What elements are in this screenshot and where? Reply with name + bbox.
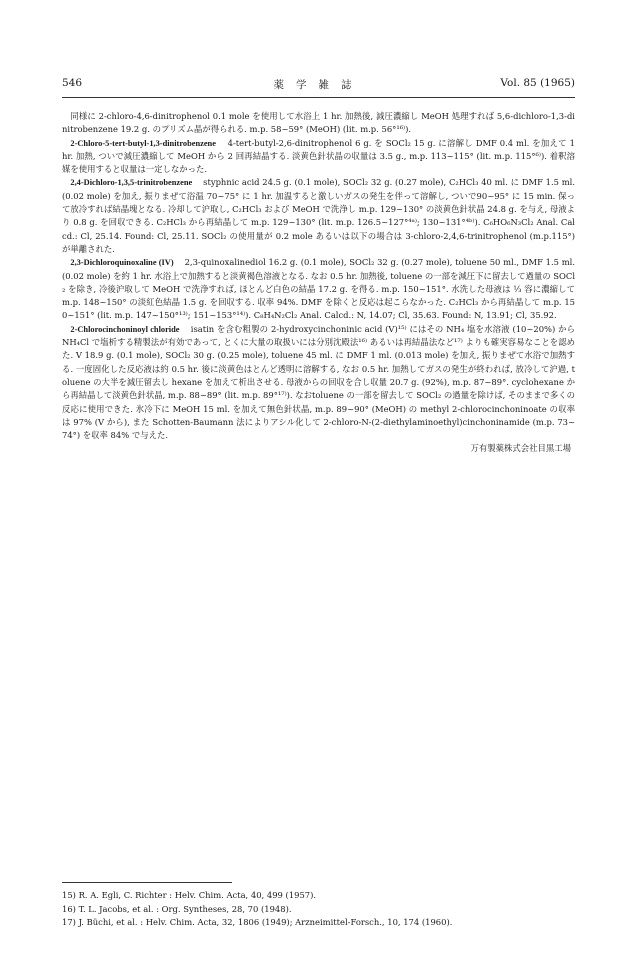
running-header [62,77,575,91]
page-number: 546 [62,77,83,89]
footnotes [62,889,575,930]
paragraph [62,256,575,322]
affiliation: 万有製薬株式会社目黒工場 [470,443,571,454]
compound-heading: 2-Chlorocinchoninoyl chloride [70,324,180,334]
paragraph [62,110,575,137]
compound-heading: 2,4-Dichloro-1,3,5-trinitrobenzene [70,178,193,188]
compound-heading: 2-Chloro-5-tert-butyl-1,3-dinitrobenzene [70,138,216,148]
journal-title: 薬学雑誌 [273,79,364,91]
header-rule [62,97,575,98]
paragraph [62,137,575,177]
footnote: 17) J. Büchi, et al. : Helv. Chim. Acta, 32, 1806 (1949); Arzneimittel-Forsch., 10, 174 (1960). [62,917,453,927]
paragraph [62,323,575,443]
paragraph-text: 4-tert-butyl-2,6-dinitrophenol 6 g. を SOCl₂ 15 g. に溶解し DMF 0.4 ml. を加えて 1 hr. 加熱, ついで減圧濃縮して MeOH から 2 回再結晶する. 淡黄色針状晶の収量は 3.5 g., m.p. 113~115° (lit. m.p. 115°⁶⁾). 着釈溶媒を使用すると収量は一定しなかった. [62,137,576,175]
footnote: 16) T. L. Jacobs, et al. : Org. Syntheses, 28, 70 (1948). [62,903,292,914]
footnote-rule [62,882,232,883]
paragraph [62,176,575,256]
article-body [62,110,575,456]
paragraph-text: isatin を含む粗製の 2-hydroxycinchoninic acid (V)¹⁵⁾ にはその NH₄ 塩を水溶液 (10~20%) から NH₄Cl で塩析する精製法が有効であって, とくに大量の取扱いには分別沈殿法¹⁶⁾ あるいは再結晶法など¹⁷⁾ よりも確実容易なことを認めた. V 18.9 g. (0.1 mole), SOCl₂ 30 g. (0.25 mole), toluene 45 ml. に DMF 1 ml. (0.013 mole) を加え, 振りまぜて水浴で加熱する. 一度固化した反応液は約 0.5 hr. 後に淡黄色はとんど透明に溶解する, なお 0.5 hr. 加熱してガスの発生が終われば, 放冷して沪過, toluene の大半を減圧留去し hexane を加えて析出させる. 母液からの回収を合し収量 20.7 g. (92%), m.p. 87~89°. cyclohexane から再結晶して淡黄色針状晶, m.p. 88~89° (lit. m.p. 89°¹⁷⁾). なおtoluene の一部を留去して SOCl₂ の過量を除けば, そのままで多くの反応に使用できた. 氷冷下に MeOH 15 ml. を加えて無色針状晶, m.p. 89~90° (MeOH) の methyl 2-chlorocinchoninoate の収率は 97% (V から), また Schotten-Baumann 法によりアシル化して 2-chloro-N-(2-diethylaminoethyl)cinchoninamide (m.p. 73~74°) を収率 84% で与えた. [62,323,575,441]
footnote: 15) R. A. Egli, C. Richter : Helv. Chim. Acta, 40, 499 (1957). [62,890,317,900]
paragraph-text: styphnic acid 24.5 g. (0.1 mole), SOCl₂ 32 g. (0.27 mole), C₂HCl₃ 40 ml. に DMF 1.5 ml. (0.02 mole) を加え, 振りまぜて浴温 70~75° に 1 hr. 加温すると激しいガスの発生を伴って溶解し, ついで90~95° に 15 min. 保って放冷すれば結晶塊となる. 冷却して沪取し, C₂HCl₃ および MeOH で洗浄し m.p. 129~130° の淡黄色針状晶 24.8 g. を与え, 母液より 0.8 g. を回収できる. C₂HCl₃ から再結晶して m.p. 129~130° (lit. m.p. 126.5~127°⁴ᵃ⁾; 130~131°⁴ᵇ⁾). C₆HO₆N₃Cl₂ Anal. Calcd.: Cl, 25.14. Found: Cl, 25.11. SOCl₂ の使用量が 0.2 mole あるいは以下の場合は 3-chloro-2,4,6-trinitrophenol (m.p.115°) が単離された. [62,177,575,254]
compound-heading: 2,3-Dichloroquinoxaline (IV) [70,258,174,268]
paragraph-text: 同様に 2-chloro-4,6-dinitrophenol 0.1 mole を使用して水浴上 1 hr. 加熱後, 減圧濃縮し MeOH 処理すれば 5,6-dichloro-1,3-dinitrobenzene 19.2 g. のプリズム晶が得られる. m.p. 58~59° (MeOH) (lit. m.p. 56°¹⁶⁾). [62,111,575,135]
paragraph-text: 2,3-quinoxalinediol 16.2 g. (0.1 mole), SOCl₂ 32 g. (0.27 mole), toluene 50 ml., DMF 1.5 ml. (0.02 mole) を約 1 hr. 水浴上で加熱すると淡黄褐色溶液となる. なお 0.5 hr. 加熱後, toluene の一部を減圧下に留去して過量の SOCl₂ を除き, 冷後沪取して MeOH で洗浄すれば, ほとんど白色の結晶 17.2 g. を得る. m.p. 150~151°. 水洗した母液は ⅓ 容に濃縮して m.p. 148~150° の淡紅色結晶 1.5 g. を回収する. 収率 94%. DMF を除くと反応は起こらなかった. C₂HCl₃ から再結晶して m.p. 150~151° (lit. m.p. 147~150°¹³⁾; 151~153°¹⁴⁾). C₈H₄N₂Cl₂ Anal. Calcd.: N, 14.07; Cl, 35.63. Found: N, 13.91; Cl, 35.92. [62,257,575,321]
volume-info: Vol. 85 (1965) [500,77,575,89]
